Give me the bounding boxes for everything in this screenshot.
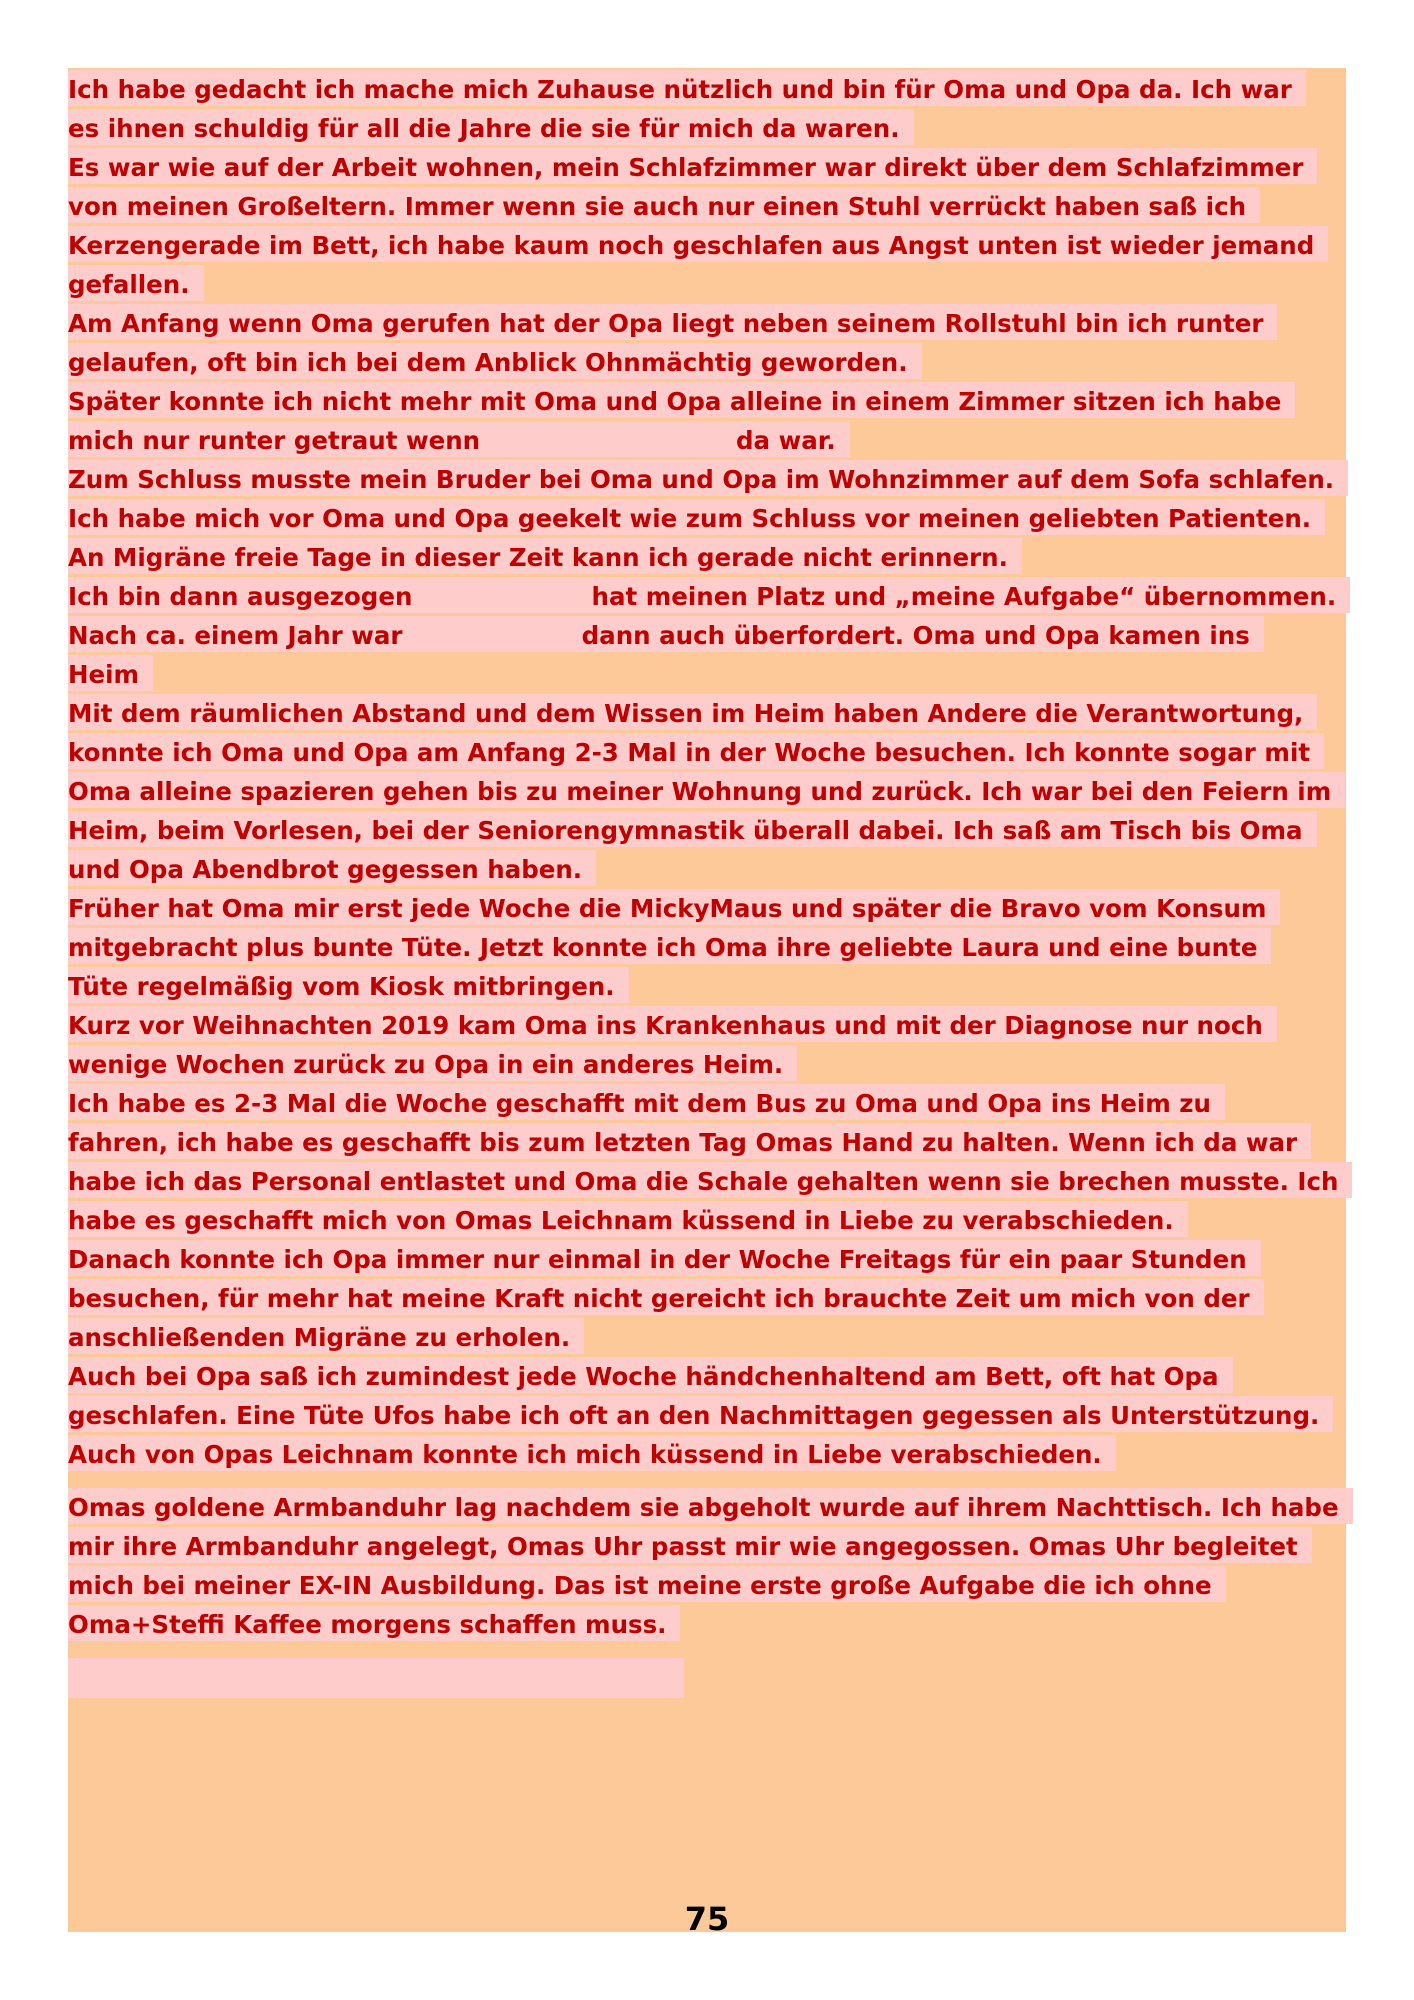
text-line — [68, 733, 1358, 772]
text-line — [68, 1162, 1358, 1201]
text-line-content: Mit dem räumlichen Abstand und dem Wissen im Heim haben Andere die Verantwortung, — [68, 694, 1317, 730]
text-line-content: Ich habe es 2-3 Mal die Woche geschafft mit dem Bus zu Oma und Opa ins Heim zu — [68, 1084, 1225, 1120]
text-line — [68, 382, 1358, 421]
text-line — [68, 1396, 1358, 1435]
text-line — [68, 1201, 1358, 1240]
text-line — [68, 1566, 1358, 1605]
text-line — [68, 109, 1358, 148]
text-line-content: Danach konnte ich Opa immer nur einmal in der Woche Freitags für ein paar Stunden — [68, 1240, 1261, 1276]
text-line — [68, 889, 1358, 928]
text-line-content: mitgebracht plus bunte Tüte. Jetzt konnte ich Oma ihre geliebte Laura und eine bunte — [68, 928, 1271, 964]
text-line-content: Oma+Steffi Kaffee morgens schaffen muss. — [68, 1605, 680, 1641]
text-line-content: Omas goldene Armbanduhr lag nachdem sie abgeholt wurde auf ihrem Nachttisch. Ich habe — [68, 1488, 1353, 1524]
text-line — [68, 421, 1358, 460]
text-line-content: Kurz vor Weihnachten 2019 kam Oma ins Krankenhaus und mit der Diagnose nur noch — [68, 1006, 1277, 1042]
text-line-content: mir ihre Armbanduhr angelegt, Omas Uhr passt mir wie angegossen. Omas Uhr begleitet — [68, 1527, 1312, 1563]
paragraph-gap — [68, 1474, 1358, 1488]
text-line — [68, 1123, 1358, 1162]
text-line — [68, 928, 1358, 967]
text-line-content: geschlafen. Eine Tüte Ufos habe ich oft an den Nachmittagen gegessen als Unterstützung. — [68, 1396, 1333, 1432]
text-line-content: Heim, beim Vorlesen, bei der Seniorengymnastik überall dabei. Ich saß am Tisch bis Oma — [68, 811, 1317, 847]
text-line — [68, 1527, 1358, 1566]
text-line — [68, 187, 1358, 226]
text-line-content: besuchen, für mehr hat meine Kraft nicht gereicht ich brauchte Zeit um mich von der — [68, 1279, 1264, 1315]
text-line — [68, 148, 1358, 187]
text-line-content: Später konnte ich nicht mehr mit Oma und Opa alleine in einem Zimmer sitzen ich habe — [68, 382, 1295, 418]
text-line — [68, 460, 1358, 499]
text-line — [68, 1357, 1358, 1396]
text-line — [68, 694, 1358, 733]
text-line — [68, 343, 1358, 382]
text-line — [68, 967, 1358, 1006]
text-line — [68, 304, 1358, 343]
paragraph-2 — [68, 1488, 1358, 1644]
text-line-content: Zum Schluss musste mein Bruder bei Oma und Opa im Wohnzimmer auf dem Sofa schlafen. — [68, 460, 1348, 496]
text-line — [68, 265, 1358, 304]
text-line-content: Auch bei Opa saß ich zumindest jede Woche händchenhaltend am Bett, oft hat Opa — [68, 1357, 1233, 1393]
text-line-content: Ich habe mich vor Oma und Opa geekelt wie zum Schluss vor meinen geliebten Patienten. — [68, 499, 1325, 535]
document-body — [68, 70, 1358, 1644]
text-line-content: es ihnen schuldig für all die Jahre die sie für mich da waren. — [68, 109, 914, 145]
text-line — [68, 811, 1358, 850]
text-line — [68, 577, 1358, 616]
text-line — [68, 1605, 1358, 1644]
text-line — [68, 1435, 1358, 1474]
text-line — [68, 1279, 1358, 1318]
text-line-content: mich bei meiner EX-IN Ausbildung. Das ist meine erste große Aufgabe die ich ohne — [68, 1566, 1226, 1602]
text-line-content: Nach ca. einem Jahr war dann auch überfordert. Oma und Opa kamen ins — [68, 616, 1264, 652]
text-line-content: habe es geschafft mich von Omas Leichnam küssend in Liebe zu verabschieden. — [68, 1201, 1188, 1237]
highlight-blank-line — [68, 1658, 684, 1698]
text-line — [68, 538, 1358, 577]
text-line — [68, 1084, 1358, 1123]
page-number: 75 — [684, 1900, 730, 1938]
text-line-content: von meinen Großeltern. Immer wenn sie auch nur einen Stuhl verrückt haben saß ich — [68, 187, 1260, 223]
text-line-content: habe ich das Personal entlastet und Oma die Schale gehalten wenn sie brechen musste. Ich — [68, 1162, 1352, 1198]
text-line — [68, 1488, 1358, 1527]
text-line-content: Tüte regelmäßig vom Kiosk mitbringen. — [68, 967, 629, 1003]
text-line-content: gefallen. — [68, 265, 204, 301]
text-line — [68, 1318, 1358, 1357]
text-line-content: Am Anfang wenn Oma gerufen hat der Opa liegt neben seinem Rollstuhl bin ich runter — [68, 304, 1277, 340]
text-line-content: Früher hat Oma mir erst jede Woche die MickyMaus und später die Bravo vom Konsum — [68, 889, 1280, 925]
text-line — [68, 850, 1358, 889]
text-line-content: Oma alleine spazieren gehen bis zu meiner Wohnung und zurück. Ich war bei den Feiern im — [68, 772, 1345, 808]
paragraph-1 — [68, 70, 1358, 1474]
text-line-content: und Opa Abendbrot gegessen haben. — [68, 850, 596, 886]
text-line-content: Es war wie auf der Arbeit wohnen, mein Schlafzimmer war direkt über dem Schlafzimmer — [68, 148, 1317, 184]
text-line — [68, 1006, 1358, 1045]
text-line — [68, 70, 1358, 109]
text-line — [68, 616, 1358, 655]
text-line-content: Heim — [68, 655, 153, 691]
text-line-content: Auch von Opas Leichnam konnte ich mich küssend in Liebe verabschieden. — [68, 1435, 1116, 1471]
text-line-content: Kerzengerade im Bett, ich habe kaum noch geschlafen aus Angst unten ist wieder jemand — [68, 226, 1328, 262]
text-line-content: wenige Wochen zurück zu Opa in ein anderes Heim. — [68, 1045, 797, 1081]
text-line — [68, 499, 1358, 538]
text-line — [68, 772, 1358, 811]
text-line-content: konnte ich Oma und Opa am Anfang 2-3 Mal in der Woche besuchen. Ich konnte sogar mit — [68, 733, 1324, 769]
text-line — [68, 226, 1358, 265]
text-line-content: Ich habe gedacht ich mache mich Zuhause nützlich und bin für Oma und Opa da. Ich war — [68, 70, 1306, 106]
text-line-content: An Migräne freie Tage in dieser Zeit kann ich gerade nicht erinnern. — [68, 538, 1022, 574]
text-line-content: fahren, ich habe es geschafft bis zum letzten Tag Omas Hand zu halten. Wenn ich da war — [68, 1123, 1311, 1159]
text-line-content: gelaufen, oft bin ich bei dem Anblick Ohnmächtig geworden. — [68, 343, 922, 379]
text-line-content: mich nur runter getraut wenn da war. — [68, 421, 850, 457]
text-line — [68, 1045, 1358, 1084]
text-line — [68, 1240, 1358, 1279]
text-line-content: anschließenden Migräne zu erholen. — [68, 1318, 584, 1354]
text-line — [68, 655, 1358, 694]
text-line-content: Ich bin dann ausgezogen hat meinen Platz und „meine Aufgabe“ übernommen. — [68, 577, 1350, 613]
